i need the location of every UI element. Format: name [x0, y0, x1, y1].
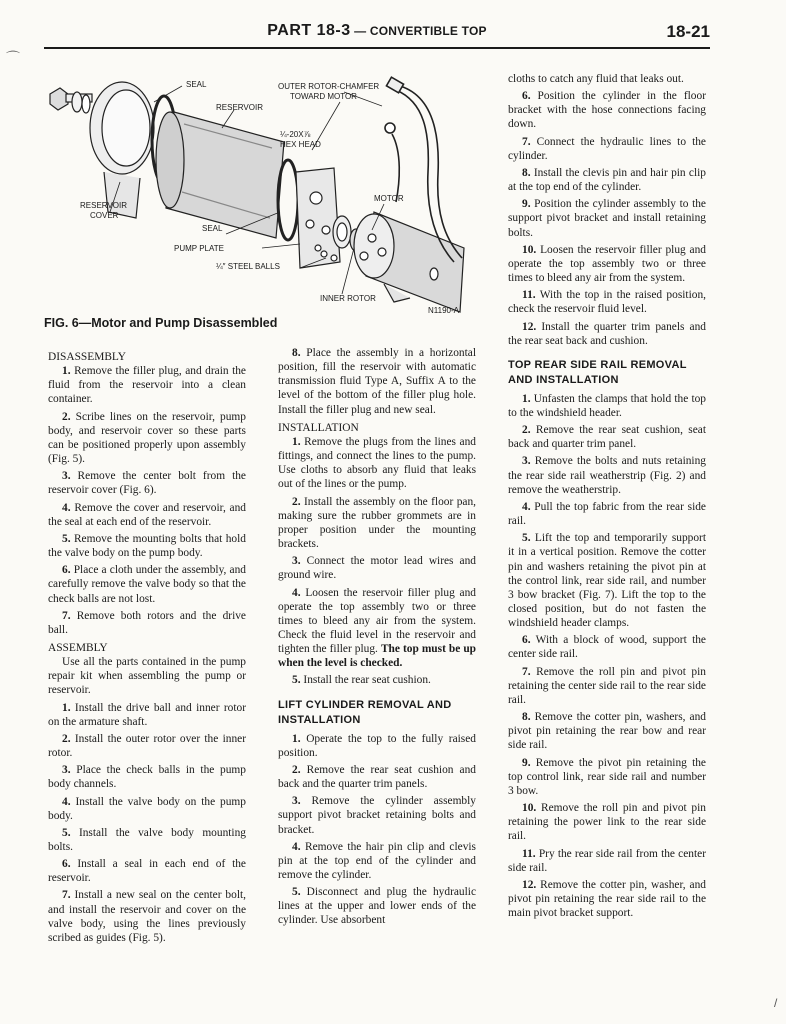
step-item — [48, 501, 246, 529]
step-text: Remove the roll pin and pivot pin retaining the power link to the rear side rail. — [508, 802, 706, 843]
step-text: Scribe lines on the reservoir, pump body, and reservoir cover so these parts can be positioned properly upon assembly (Fig. 5). — [48, 410, 246, 466]
callout-steel-balls: ¼″ STEEL BALLS — [216, 262, 280, 271]
step-number: 4. — [292, 840, 301, 853]
step-text: With a block of wood, support the center side rail. — [508, 634, 706, 661]
step-item — [508, 243, 706, 285]
callout-outer-rotor-1: OUTER ROTOR-CHAMFER — [278, 82, 380, 91]
step-item — [278, 840, 476, 882]
step-item — [508, 320, 706, 348]
step-number: 4. — [62, 795, 71, 808]
step-item — [278, 732, 476, 760]
step-text: Remove the cotter pin, washers, and pivot pin retaining the rear bow and rear side rail. — [508, 711, 706, 752]
step-text: Disconnect and plug the hydraulic lines at the upper and lower ends of the cylinder. Use absorbent — [278, 886, 476, 927]
step-number: 6. — [62, 564, 71, 577]
step-text: Remove the plugs from the lines and fittings, and connect the lines to the pump. Use cloths to absorb any fluid that leaks out of the lines or the pump. — [278, 435, 476, 491]
step-number: 5. — [62, 826, 71, 839]
step-number: 6. — [62, 858, 71, 871]
step-number: 6. — [522, 634, 531, 647]
step-item — [278, 763, 476, 791]
step-item — [508, 288, 706, 316]
step-text: Remove the cylinder assembly support pivot bracket retaining bolts and bracket. — [278, 795, 476, 836]
step-number: 1. — [292, 435, 301, 448]
part-title — [44, 22, 710, 40]
callout-reservoir-cover-2: COVER — [90, 211, 119, 220]
step-item — [48, 532, 246, 560]
step-number: 9. — [522, 198, 531, 211]
step-number: 8. — [522, 166, 531, 179]
lift-cylinder-steps-cont — [508, 89, 706, 348]
step-item — [278, 435, 476, 492]
assembly-steps — [48, 701, 246, 946]
step-item: 8. Place the assembly in a horizontal position, fill the reservoir with automatic transmission fluid Type A, Suffix A to the level of the bottom of the filler plug hole. Install the filler plug and new seal. — [278, 347, 476, 416]
lift-cylinder-steps — [278, 732, 476, 928]
step-number: 7. — [62, 889, 71, 902]
step-number: 5. — [522, 532, 531, 545]
bold-note: The top must be up when the level is checked. — [278, 643, 476, 670]
step-number: 11. — [522, 289, 536, 302]
step-item: 4. Loosen the reservoir filler plug and operate the top assembly two or three times to bleed any air from the system. Check the fluid level in the reservoir and tighten the filler plug. The top must be up when the level is checked. — [278, 586, 476, 670]
step-text: Remove the mounting bolts that hold the valve body on the pump body. — [48, 532, 246, 560]
step-item — [508, 531, 706, 630]
step-text: Position the cylinder assembly to the support pivot bracket and install retaining bolts. — [508, 198, 706, 239]
step-item — [278, 495, 476, 552]
step-number: 1. — [522, 392, 531, 405]
step-number: 3. — [62, 764, 71, 777]
step-number: 3. — [292, 795, 301, 808]
callout-reservoir-cover-1: RESERVOIR — [80, 201, 127, 210]
step-number: 2. — [522, 424, 531, 437]
step-number: 10. — [522, 802, 537, 815]
step-item — [48, 563, 246, 605]
step-item — [48, 732, 246, 760]
margin-mark: / — [774, 996, 778, 1010]
page-number: 18-21 — [666, 22, 710, 41]
step-item — [508, 89, 706, 131]
step-item: 5. Install the rear seat cushion. — [292, 674, 431, 687]
step-text: Install the drive ball and inner rotor on the armature shaft. — [48, 701, 246, 728]
step-item — [508, 500, 706, 528]
step-number: 12. — [522, 878, 537, 891]
part-number: PART 18-3 — [267, 22, 351, 39]
step-number: 2. — [292, 495, 301, 508]
step-text: Place a cloth under the assembly, and carefully remove the valve body so that the check balls are not lost. — [48, 564, 246, 605]
step-item — [278, 554, 476, 582]
assembly-heading: ASSEMBLY — [48, 641, 108, 654]
callout-seal-top: SEAL — [186, 80, 207, 89]
step-item — [48, 795, 246, 823]
step-text: Install the quarter trim panels and the rear seat back and cushion. — [508, 320, 706, 347]
reservoir-body — [156, 112, 284, 238]
step-item — [508, 454, 706, 496]
step-text: Remove the hair pin clip and clevis pin at the top end of the cylinder and remove the cylinder. — [278, 840, 476, 881]
column-1 — [48, 346, 246, 948]
step-text: Connect the motor lead wires and ground wire. — [278, 555, 476, 582]
step-item — [48, 469, 246, 497]
step-number: 7. — [522, 665, 531, 678]
section-title: — CONVERTIBLE TOP — [350, 24, 487, 38]
step-text: Connect the hydraulic lines to the cylinder. — [508, 135, 706, 162]
center-bolt — [50, 88, 92, 113]
step-text: Remove the rear seat cushion, seat back and quarter trim panel. — [508, 424, 706, 451]
step-number: 2. — [62, 732, 71, 745]
step-text: Install the valve body mounting bolts. — [48, 826, 246, 853]
step-item — [508, 756, 706, 798]
column-2 — [278, 346, 476, 931]
step-number: 9. — [522, 756, 531, 769]
figure-caption: FIG. 6—Motor and Pump Disassembled — [44, 316, 278, 330]
step-text: Unfasten the clamps that hold the top to the windshield header. — [508, 392, 706, 419]
step-number: 6. — [522, 90, 531, 103]
step-number: 2. — [62, 410, 71, 423]
step-text: Remove the cover and reservoir, and the seal at each end of the reservoir. — [48, 501, 247, 528]
step-number: 1. — [62, 365, 71, 378]
step-item — [508, 633, 706, 661]
step-item — [508, 710, 706, 752]
step-text: Lift the top and temporarily support it in a vertical position. Remove the cotter pin and washers retaining the pivot pin at the control link, rear side rail, and number 3 bow bracket (Fig. 7). Lift the top to the closed position, but do not fasten the windshield header clamps. — [508, 532, 706, 630]
step-item — [48, 410, 246, 467]
step-text: Position the cylinder in the floor bracket with the hose connections facing down. — [508, 90, 706, 131]
step-item — [508, 801, 706, 843]
step-number: 5. — [62, 532, 71, 545]
page-header — [44, 22, 710, 48]
callout-part-number: N1190-A — [428, 306, 459, 315]
step-item — [48, 888, 246, 945]
step-number: 11. — [522, 847, 536, 860]
step-item — [48, 701, 246, 729]
column-3 — [508, 72, 706, 923]
step-number: 1. — [292, 732, 301, 745]
step-item — [508, 665, 706, 707]
step-number: 1. — [62, 701, 71, 714]
rear-side-rail-heading: TOP REAR SIDE RAIL REMOVAL AND INSTALLATION — [508, 358, 687, 386]
step-item — [508, 197, 706, 239]
step-item — [48, 364, 246, 406]
step-item — [48, 763, 246, 791]
header-rule — [44, 47, 710, 49]
step-text: Install a seal in each end of the reservoir. — [48, 858, 246, 885]
rear-side-rail-steps — [508, 392, 706, 920]
step-item — [48, 609, 246, 637]
step-text: Pull the top fabric from the rear side rail. — [508, 500, 706, 528]
step-number: 10. — [522, 243, 537, 256]
step-item — [508, 135, 706, 163]
step-text: Remove the bolts and nuts retaining the rear side rail weatherstrip (Fig. 2) and remove the weatherstrip. — [508, 455, 706, 496]
step-number: 4. — [62, 501, 71, 514]
step-number: 7. — [62, 609, 71, 622]
step-number: 3. — [292, 555, 301, 568]
step-item — [278, 885, 476, 927]
step-text: Remove the roll pin and pivot pin retaining the center side rail to the rear side rail. — [508, 665, 706, 706]
step-item — [278, 794, 476, 836]
pump-plate — [296, 168, 340, 268]
callout-reservoir: RESERVOIR — [216, 103, 263, 112]
step-number: 8. — [522, 711, 531, 724]
step-text: Operate the top to the fully raised position. — [278, 732, 476, 759]
motor-pump-figure — [44, 62, 500, 332]
callout-inner-rotor: INNER ROTOR — [320, 294, 376, 303]
step-number: 4. — [522, 500, 531, 513]
margin-mark: ⌒ — [6, 50, 20, 66]
disassembly-steps — [48, 364, 246, 637]
step-item — [508, 878, 706, 920]
exploded-view-drawing — [44, 62, 500, 324]
step-text: Install the outer rotor over the inner rotor. — [48, 732, 246, 760]
step-text: Remove the cotter pin, washer, and pivot pin retaining the rear side rail to the main pivot bracket support. — [508, 878, 706, 920]
callout-hexhead-2: HEX HEAD — [280, 140, 321, 149]
step-item — [48, 826, 246, 854]
step-number: 5. — [292, 886, 301, 899]
step-text: Place the check balls in the pump body channels. — [48, 764, 246, 791]
step-item — [508, 847, 706, 875]
step-text: Install the clevis pin and hair pin clip at the top end of the cylinder. — [508, 166, 706, 194]
step-text: Install the valve body on the pump body. — [48, 795, 246, 822]
continuation-text: cloths to catch any fluid that leaks out. — [508, 73, 684, 85]
step-number: 3. — [62, 470, 71, 483]
lift-cylinder-heading: LIFT CYLINDER REMOVAL AND INSTALLATION — [278, 698, 452, 726]
step-text: Install the assembly on the floor pan, making sure the rubber grommets are in proper position under the mounting brackets. — [278, 495, 476, 551]
callout-outer-rotor-2: TOWARD MOTOR — [290, 92, 357, 101]
callout-motor: MOTOR — [374, 194, 404, 203]
step-text: Remove the rear seat cushion and back and the quarter trim panels. — [278, 763, 476, 791]
step-number: 7. — [522, 135, 531, 148]
step-item — [48, 857, 246, 885]
callout-pump-plate: PUMP PLATE — [174, 244, 224, 253]
step-text: Remove the center bolt from the reservoir cover (Fig. 6). — [48, 470, 246, 497]
callout-hexhead-1: ¼-20X⅞ — [280, 130, 311, 139]
step-item — [508, 392, 706, 420]
disassembly-heading: DISASSEMBLY — [48, 351, 126, 363]
step-number: 12. — [522, 320, 537, 333]
step-number: 3. — [522, 455, 531, 468]
installation-steps — [278, 435, 476, 583]
step-text: Remove the pivot pin retaining the top control link, rear side rail and number 3 bow. — [508, 756, 706, 797]
installation-heading: INSTALLATION — [278, 421, 359, 434]
assembly-intro: Use all the parts contained in the pump repair kit when assembling the pump or reservoir. — [48, 656, 246, 697]
step-number: 2. — [292, 763, 301, 776]
step-text: Loosen the reservoir filler plug and operate the top assembly two or three times to bleed any air from the system. — [508, 243, 707, 285]
step-item — [508, 423, 706, 451]
callout-seal-lower: SEAL — [202, 224, 223, 233]
step-text: Remove the filler plug, and drain the fluid from the reservoir into a clean container. — [48, 365, 246, 406]
step-item — [508, 166, 706, 194]
step-text: Install a new seal on the center bolt, and install the reservoir and cover on the valve body, using the lines previously scribed as guides (Fig. 5). — [48, 889, 246, 944]
step-text: Pry the rear side rail from the center side rail. — [508, 847, 706, 874]
step-text: Remove both rotors and the drive ball. — [48, 609, 246, 636]
reservoir-cover — [90, 82, 154, 218]
step-text: With the top in the raised position, check the reservoir fluid level. — [508, 289, 706, 316]
